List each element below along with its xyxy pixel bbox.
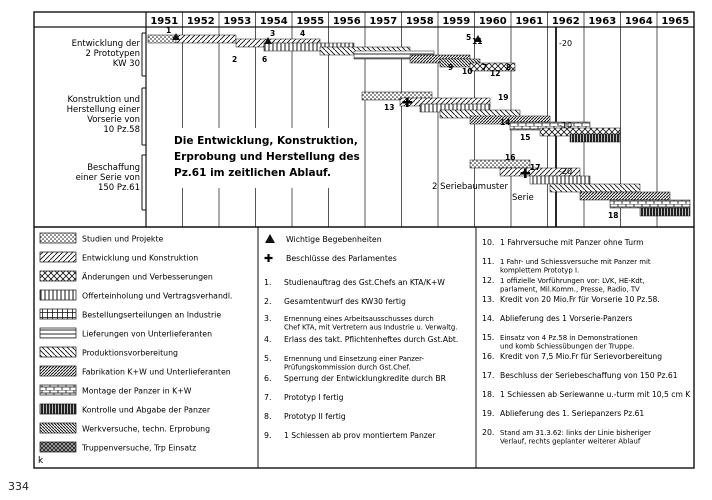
event-text: Ernennung eines Arbeitsausschusses durch [284,315,434,323]
center-title-line: Pz.61 im zeitlichen Ablauf. [174,167,332,179]
legend-label: Bestellungserteilungen an Industrie [82,310,222,320]
event-number: 19. [482,409,495,418]
phase-label-line: Entwicklung der [71,39,140,49]
year-label: 1963 [588,16,617,27]
phase-labels [67,39,141,193]
parliament-plus-icon: ✚ [402,96,413,111]
legend-swatch [40,442,76,452]
event-number: 19 [498,93,509,102]
event-number: 14 [500,118,511,127]
event-number: 5. [264,354,272,363]
year-label: 1953 [223,16,252,27]
event-number: 14. [482,314,495,323]
year-label: 1965 [661,16,690,27]
gantt-phase-1 [148,33,515,71]
year-labels [150,16,689,27]
legend-swatch [40,309,76,319]
event-text: 1 Fahrversuche mit Panzer ohne Turm [500,238,644,247]
year-label: 1959 [442,16,471,27]
event-number: 4. [264,335,272,344]
event-number: 18. [482,390,495,399]
event-number: 3. [264,314,272,323]
event-text: Beschluss der Seriebeschaffung von 150 Pz.61 [500,371,678,380]
event-text: Sperrung der Entwicklungkredite durch BR [284,374,446,383]
event-number: 17. [482,371,495,380]
event-text: Ablieferung des 1. Seriepanzers Pz.61 [500,409,645,418]
parliament-plus-icon: ✚ [520,167,531,182]
event-text: Studienauftrag des Gst.Chefs an KTA/K+W [284,278,445,287]
event-text: Erlass des takt. Pflichtenheftes durch Gst.Abt. [284,335,459,344]
event-text: Prototyp I fertig [284,393,344,402]
legend-label: Truppenversuche, Trp Einsatz [82,443,197,453]
legend-label: Werkversuche, techn. Erprobung [82,424,211,434]
event-number: 5 [466,33,472,42]
event-number: 7 [482,63,488,72]
event-number: 13 [384,103,395,112]
event-number: 9. [264,431,272,440]
event-number: 12. [482,276,495,285]
event-number: 15 [520,133,531,142]
bar-assembly [610,200,690,208]
event-number: 11. [482,257,495,266]
legend-label: Lieferungen von Unterlieferanten [82,329,213,339]
event-number: 20. [482,428,495,437]
event-number: 2. [264,297,272,306]
center-title-line: Die Entwicklung, Konstruktion, [174,135,358,147]
event-number: 13. [482,295,495,304]
bar-control [640,208,690,216]
phase-label-line: Vorserie von [87,115,140,125]
symbol-label: Wichtige Begebenheiten [286,235,382,244]
gantt-phase-2 [362,92,620,142]
bar-control [570,134,620,142]
event-number: 1. [264,278,272,287]
bar-studies [148,35,176,43]
triangle-icon [265,234,275,243]
legend-swatch [40,347,76,357]
plus-icon: ✚ [264,252,274,265]
legend-swatch [40,423,76,433]
annotation-label: Serie [512,193,534,203]
event-number: 16. [482,352,495,361]
event-text: Ablieferung des 1 Vorserie-Panzers [500,314,633,323]
legend-label: Kontrolle und Abgabe der Panzer [82,405,211,415]
event-text: 1 Schiessen ab prov montiertem Panzer [284,431,436,440]
event-number: 6 [262,55,268,64]
event-number: 10. [482,238,495,247]
event-text: Kredit von 7,5 Mio.Fr für Serievorbereitung [500,352,663,361]
event-text: 1 offizielle Vorführungen vor: LVK, HE-Kdt, [500,277,645,285]
event-text: Chef KTA, mit Vertretern aus Industrie u. Verwaltg. [284,323,458,332]
event-text: Kredit von 20 Mio.Fr für Vorserie 10 Pz.58. [500,295,660,304]
year-label: 1952 [186,16,215,27]
event-number: 8 [506,63,512,72]
phase-label-line: Herstellung einer [66,105,140,115]
bar-fabrication [580,192,670,200]
legend-label: Entwicklung und Konstruktion [82,253,199,263]
event-text: Prototyp II fertig [284,412,346,421]
event-text: Stand am 31.3.62: links der Linie bisheriger [500,429,651,437]
event-text: Einsatz von 4 Pz.58 in Demonstrationen [500,334,638,342]
year-label: 1951 [150,16,179,27]
event-text: 1 Fahr- und Schiessversuche mit Panzer mit [500,258,651,266]
event-number: 11 [472,37,483,46]
events-column-1 [264,278,458,440]
phase-label-line: 2 Prototypen [85,49,140,59]
symbol-legend [264,234,397,265]
event-text: komplettem Prototyp I. [500,266,580,275]
event-number: 1 [166,26,172,35]
phase-label-line: 150 Pz.61 [97,183,140,193]
year-label: 1955 [296,16,325,27]
event-number: 16 [505,153,516,162]
legend-label: Fabrikation K+W und Unterlieferanten [82,367,231,377]
events-column-2 [482,238,691,446]
event-text: Gesamtentwurf des KW30 fertig [284,297,406,306]
event-number: 18 [608,211,619,220]
year-label: 1957 [369,16,398,27]
event-number: 15. [482,333,495,342]
event-text: parlament, Mil.Komm., Presse, Radio, TV [500,285,640,294]
event-text: Verlauf, rechts geplanter weiterer Ablauf [500,437,641,446]
year-label: 1960 [478,16,507,27]
event-text: Ernennung und Einsetzung einer Panzer- [284,355,425,363]
phase-label-line: Konstruktion und [67,95,140,105]
legend-label: Produktionsvorbereitung [82,348,178,358]
event-number: 8. [264,412,272,421]
legend [40,233,233,453]
legend-label: Studien und Projekte [82,234,164,244]
legend-label: Änderungen und Verbesserungen [82,272,213,282]
scale-label: -10 [559,121,573,130]
phase-label-line: Beschaffung [87,163,140,173]
event-number: 2 [232,55,238,64]
year-label: 1961 [515,16,544,27]
legend-label: Offerteinholung und Vertragsverhandl. [82,291,233,301]
year-label: 1962 [551,16,580,27]
event-text: Prüfungskommission durch Gst.Chef. [284,363,411,372]
scale-label: -20 [559,39,573,48]
legend-swatch [40,385,76,395]
event-number: 3 [270,29,276,38]
phase-label-line: 10 Pz.58 [103,125,140,135]
legend-swatch [40,404,76,414]
year-label: 1956 [332,16,361,27]
legend-swatch [40,252,76,262]
phase-label-line: einer Serie von [75,173,140,183]
legend-swatch [40,271,76,281]
phase-label-line: KW 30 [112,59,140,69]
event-text: und komb Schiessübungen der Truppe. [500,342,635,351]
page-number: 334 [8,480,29,493]
bar-development [176,35,236,43]
legend-swatch [40,290,76,300]
legend-swatch [40,328,76,338]
scale-label: -20 [559,167,573,176]
event-number: 10 [462,67,473,76]
legend-label: Montage der Panzer in K+W [82,386,192,396]
corner-mark: k [38,456,44,466]
center-title-line: Erprobung und Herstellung des [174,151,360,163]
year-label: 1964 [624,16,653,27]
legend-swatch [40,233,76,243]
legend-swatch [40,366,76,376]
event-number: 9 [448,63,454,72]
event-number: 17 [530,163,541,172]
symbol-label: Beschlüsse des Parlamentes [286,254,397,263]
event-text: 1 Schiessen ab Seriewanne u.-turm mit 10,5 cm K [500,390,691,399]
event-number: 7. [264,393,272,402]
event-number: 4 [300,29,306,38]
bar-production-prep [550,184,640,192]
annotation-label: 2 Seriebaumuster [432,182,508,192]
year-label: 1954 [259,16,288,27]
year-label: 1958 [405,16,434,27]
bar-offers [530,176,590,184]
event-number: 6. [264,374,272,383]
event-number: 12 [490,69,501,78]
